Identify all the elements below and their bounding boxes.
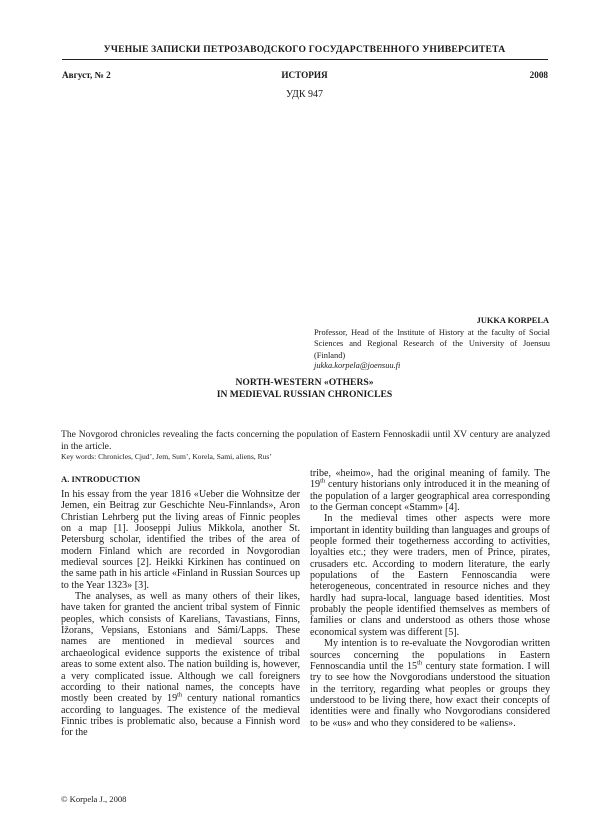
author-affiliation: Professor, Head of the Institute of History at the faculty of Social Sciences and Regional Research of the University of Joensuu (Finland) xyxy=(314,328,550,360)
issue-number: Август, № 2 xyxy=(62,70,111,80)
section-name: ИСТОРИЯ xyxy=(281,70,328,80)
left-column xyxy=(61,489,300,739)
paragraph: In his essay from the year 1816 «Ueber die Wohnsitze der Jemen, ein Beitrag zur Geschichte Neu-Finnlands», Aron Christian Lehrberg put the living areas of Finnic peoples on a map [1]. Jooseppi Julius Mikkola, another St. Petersburg scholar, identified the tribes of the area of modern Finland which are recorded in Novgorodian medieval sources [2]. Heikki Kirkinen has continued on the same path in his article «Finland in Russian Sources up to the Year 1323» [3]. xyxy=(61,489,300,591)
paragraph: tribe, «heimo», had the original meaning of family. The 19th century historians only introduced it in the meaning of the population of a larger geographical area corresponding to the German concept «Stamm» [4]. xyxy=(310,468,550,514)
journal-title: УЧЕНЫЕ ЗАПИСКИ ПЕТРОЗАВОДСКОГО ГОСУДАРСТВЕННОГО УНИВЕРСИТЕТА xyxy=(103,44,506,55)
issue-year: 2008 xyxy=(529,70,548,80)
author-email[interactable]: jukka.korpela@joensuu.fi xyxy=(314,361,401,370)
paragraph: The analyses, as well as many others of their likes, have taken for granted the ancient tribal system of Finnic peoples, which consists of Karelians, Tavastians, Finns, Ižorans, Vepsians, Estonians and Sámi/Lapps. These names are mentioned in medieval sources and archaeological evidence supports the existence of tribal areas to some extent also. The nation building is, however, a very complicated issue. Although we call foreigners according to their national names, the concepts have mostly been created by 19th century national romantics according to languages. The existence of the medieval Finnic tribes is problematic also, because a Finnish word for the xyxy=(61,591,300,739)
right-column xyxy=(310,468,550,729)
udc-code: УДК 947 xyxy=(285,89,324,100)
section-heading: A. INTRODUCTION xyxy=(61,474,141,484)
paragraph: My intention is to re-evaluate the Novgorodian written sources concerning the populations in Eastern Fennoscandia until the 15th century state formation. I will try to see how the Novgorodians understood the situation in the territory, regarding what peoples or groups they understood to be living there, how exact their concepts of identities were and finally who Novgorodians considered to be «us» and who they considered to be «aliens». xyxy=(310,638,550,729)
author-name: JUKKA KORPELA xyxy=(476,316,549,325)
header-rule xyxy=(62,59,548,60)
article-title-line-2: IN MEDIEVAL RUSSIAN CHRONICLES xyxy=(216,388,393,400)
article-title xyxy=(0,377,609,400)
paragraph: In the medieval times other aspects were more important in identity building than languages and groups of people formed their togetherness according to activities, loyalties etc.; they were traders, men of Prince, pirates, crusaders etc. According to modern literature, the early populations of the Eastern Fennoscandia were heterogeneous, concentrated in resource niches and they hardly had supra-local, language based identities. Most probably the people identified themselves as members of families or clans and understood as others those whose economical system was different [5]. xyxy=(310,513,550,638)
article-title-line-1: NORTH-WESTERN «OTHERS» xyxy=(235,377,374,388)
copyright: © Korpela J., 2008 xyxy=(61,794,127,804)
keywords: Key words: Chronicles, Cjud’, Jem, Sum’, Korela, Sami, aliens, Rus’ xyxy=(61,452,272,461)
abstract: The Novgorod chronicles revealing the facts concerning the population of Eastern Fennoskadii until XV century are analyzed in the article. xyxy=(61,429,550,452)
